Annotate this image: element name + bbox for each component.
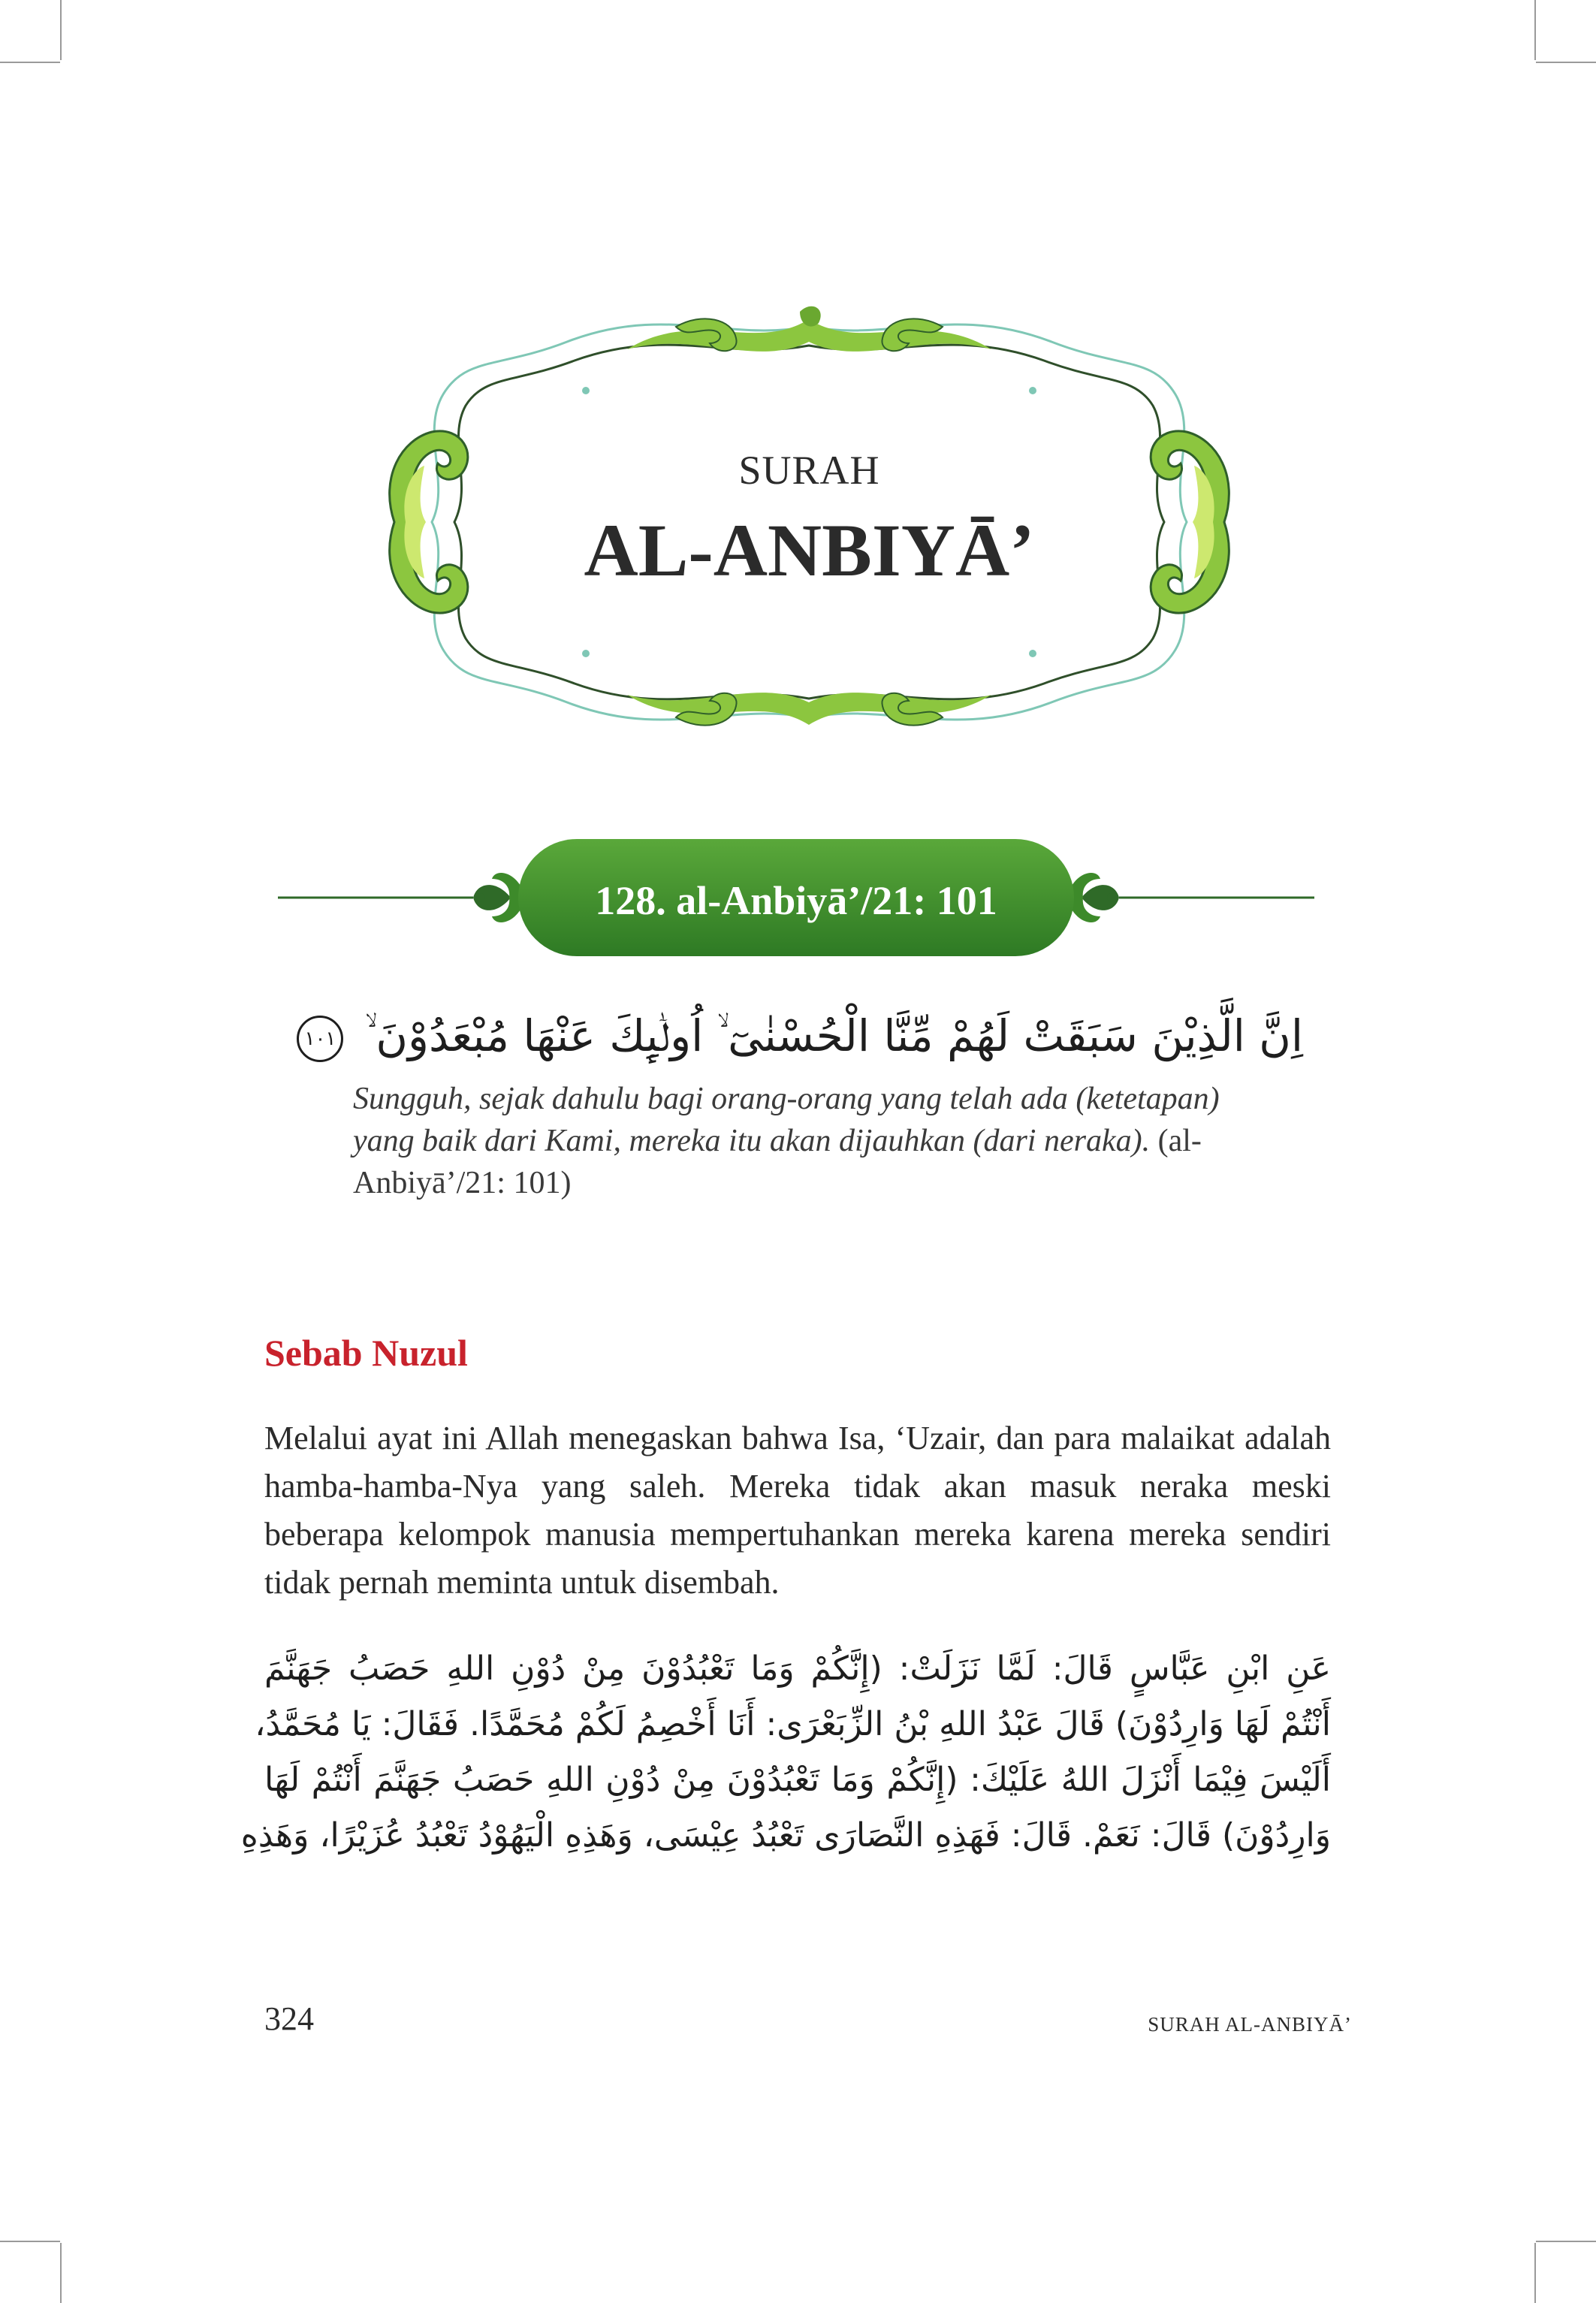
running-head: SURAH AL-ANBIYĀ’ [1148, 2013, 1352, 2036]
surah-title: AL-ANBIYĀ’ [584, 509, 1035, 592]
crop-mark [1536, 2241, 1596, 2242]
section-heading: Sebab Nuzul [264, 1332, 468, 1374]
hadith-line: وَارِدُوْنَ) قَالَ: نَعَمْ. قَالَ: فَهَذِهِ النَّصَارَى تَعْبُدُ عِيْسَى، وَهَذِهِ الْيَهُوْدُ تَعْبُدُ عُزَيْرًا، وَهَذِهِ [240, 1816, 1331, 1855]
verse-translation [353, 1078, 1247, 1204]
crop-mark [60, 2243, 62, 2303]
crop-mark [0, 2241, 60, 2242]
hadith-line: أَنْتُمْ لَهَا وَارِدُوْنَ) قَالَ عَبْدُ اللهِ بْنُ الزِّبَعْرَى: أَنَا أَخْصِمُ لَكُمْ مُحَمَّدًا. فَقَالَ: يَا مُحَمَّدُ، [255, 1705, 1331, 1743]
hadith-line: أَلَيْسَ فِيْمَا أَنْزَلَ اللهُ عَلَيْكَ: (إِنَّكُمْ وَمَا تَعْبُدُوْنَ مِنْ دُوْنِ اللهِ حَصَبُ جَهَنَّمَ أَنْتُمْ لَهَا [264, 1761, 1331, 1799]
translation-reference-start: (al- [1150, 1124, 1202, 1158]
hadith-line: عَنِ ابْنِ عَبَّاسٍ قَالَ: لَمَّا نَزَلَتْ: (إِنَّكُمْ وَمَا تَعْبُدُوْنَ مِنْ دُوْنِ اللهِ حَصَبُ جَهَنَّمَ [264, 1650, 1331, 1688]
crop-mark [1534, 0, 1536, 60]
surah-title-frame [379, 297, 1239, 747]
hadith-arabic-block [240, 1641, 1331, 1864]
page-number: 324 [264, 2000, 314, 2037]
verse-arabic-text: اِنَّ الَّذِيْنَ سَبَقَتْ لَهُمْ مِّنَّا الْحُسْنٰىٓ ۙ اُولٰۤىِٕكَ عَنْهَا مُبْعَدُوْنَ ۙ [364, 1010, 1303, 1061]
surah-label: SURAH [738, 448, 880, 493]
quran-verse-arabic [300, 1010, 1303, 1062]
ayah-number-marker: ١٠١ [297, 1016, 343, 1062]
crop-mark [60, 0, 62, 60]
verse-reference-banner [270, 838, 1322, 958]
body-paragraph: Melalui ayat ini Allah menegaskan bahwa Isa, ‘Uzair, dan para malaikat adalah hamba-hamba-Nya yang saleh. Mereka tidak akan masuk neraka meski beberapa kelompok manusia mempertuhankan mereka karena mereka sendiri tidak pernah meminta untuk disembah. [264, 1420, 1331, 1601]
translation-reference-end: Anbiyā’/21: 101) [353, 1166, 572, 1200]
crop-mark [0, 62, 60, 63]
translation-text: Sungguh, sejak dahulu bagi orang-orang yang telah ada (ketetapan) yang baik dari Kami, mereka itu akan dijauhkan (dari neraka). [353, 1082, 1220, 1158]
verse-reference: 128. al-Anbiyā’/21: 101 [595, 878, 997, 923]
crop-mark [1536, 62, 1596, 63]
crop-mark [1534, 2243, 1536, 2303]
